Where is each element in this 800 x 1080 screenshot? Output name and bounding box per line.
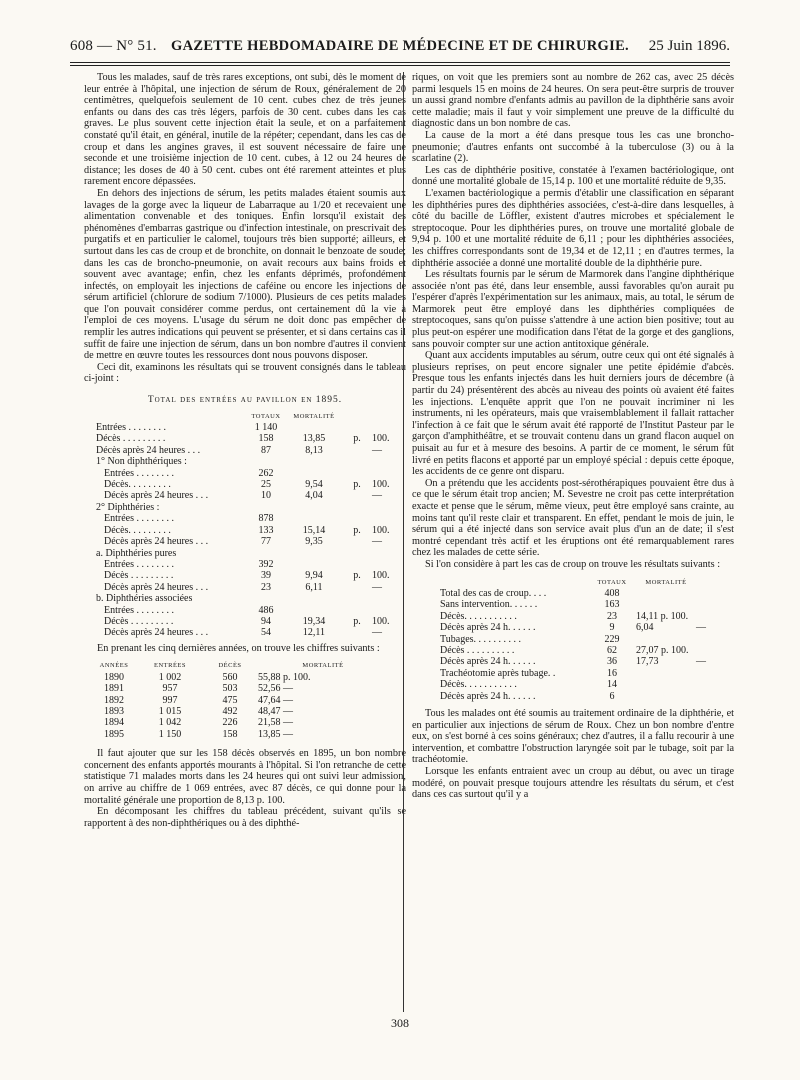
table-cell-mortality: 9,94 (305, 570, 323, 582)
header-issue: 608 — N° 51. (70, 38, 157, 54)
table-cell-mortality (286, 605, 342, 616)
right-column (412, 72, 734, 801)
table-cell-year: 1892 (104, 694, 124, 706)
table-cell-entries: 1 150 (158, 728, 182, 740)
table-cell-mortality: 21,58 — (258, 717, 293, 729)
table-cell-mortality: 19,34 (302, 615, 326, 627)
left-column (84, 72, 406, 829)
table-cell-deaths: 226 (222, 717, 238, 729)
table-cell-unit (342, 456, 372, 467)
header-rule (70, 62, 730, 63)
table-header: TOTAUX (597, 578, 627, 586)
table-cell-mortality: 47,64 — (258, 694, 293, 706)
table-row-label: Décès. . . . . . . . . (104, 479, 171, 491)
table-cell-deaths: 475 (222, 694, 238, 706)
table-cell-total (246, 548, 286, 559)
table-cell-suffix (372, 548, 402, 559)
paragraph: Il faut ajouter que sur les 158 décès observés en 1895, un bon nombre concernent des enfants apportés mourants à l'hôpital. Si l'on retranche de cette statistique 71 malades morts dans les 24 heures qui ont suivi leur admission, on arrive au chiffre de 1 069 entrées, avec 87 décès, ce qui donne pour la mortalité générale une proportion de 8,13 p. 100. (84, 748, 406, 806)
table-cell-mortality: 17,73 (636, 656, 659, 668)
table-cell-total (246, 502, 286, 513)
table-row-label: Décès . . . . . . . . . (104, 570, 174, 582)
table-cell-unit (342, 582, 372, 593)
table-row-label: Entrées . . . . . . . . (104, 467, 174, 479)
table-cell-suffix: 100. (372, 524, 390, 536)
croup-table (440, 577, 734, 702)
table-cell-deaths: 158 (222, 728, 238, 740)
table-row-label: Décès. . . . . . . . . (104, 524, 171, 536)
table-row-label: Décès . . . . . . . . . (96, 433, 166, 445)
table-cell-suffix (372, 456, 402, 467)
table-cell-mortality: 14,11 p. 100. (636, 610, 689, 622)
table-cell-mortality: 8,13 (305, 444, 323, 456)
table-row-label: Entrées . . . . . . . . (104, 604, 174, 616)
table-cell-unit (342, 502, 372, 513)
table-cell-mortality (286, 456, 342, 467)
table-cell-suffix (696, 691, 726, 702)
table-cell-mortality: 13,85 (302, 433, 326, 445)
table-cell-total: 262 (258, 467, 274, 479)
table-cell-suffix (696, 588, 726, 599)
table-header: MORTALITÉ (302, 662, 344, 670)
table-cell-total: 25 (261, 479, 271, 491)
table-header: ENTRÉES (153, 662, 187, 670)
paragraph: L'examen bactériologique a permis d'établir une classification en séparant les diphthéries pures des diphthéries associées, c'est-à-dire dans lesquelles, à côté du bacille de Löffler, existent d'autres microbes et spécialement le streptocoque. Pour les diphthéries pures, on trouve une mortalité globale de 9,94 p. 100 et une mortalité réduite de 6,11 ; pour les diphthéries associées, les chiffres correspondants sont de 19,34 et de 12,11 ; en d'autres termes, la diphthérie associée a donné une mortalité double de la diphthérie pure. (412, 187, 734, 269)
table-cell-suffix (372, 559, 402, 570)
table-cell-entries: 997 (162, 694, 178, 706)
table-cell-unit: p. (353, 570, 361, 582)
table-cell-total: 77 (261, 536, 271, 548)
table-row-label: Décès après 24 heures . . . (104, 536, 209, 548)
table-header: ANNÉES (99, 662, 129, 670)
table-cell-suffix: — (372, 536, 382, 548)
table-cell-suffix: — (372, 490, 382, 502)
admissions-table (96, 411, 406, 639)
header-journal-title: GAZETTE HEBDOMADAIRE DE MÉDECINE ET DE CHIRURGIE. (171, 38, 629, 54)
table-cell-total: 10 (261, 490, 271, 502)
paragraph: Tous les malades ont été soumis au traitement ordinaire de la diphthérie, et en particulier aux injections de sérum de Roux. Chez un bon nombre d'entre eux, on s'est borné à ces soins généraux; chez d'autres, il a fallu recourir à une intervention, et combattre l'obstruction laryngée soit par le tubage, soit par la trachéotomie. (412, 708, 734, 766)
table-row-label: Décès après 24 heures . . . (104, 490, 209, 502)
table-row-label: Total des cas de croup. . . . (440, 587, 547, 599)
paragraph: Quant aux accidents imputables au sérum, outre ceux qui ont été signalés à plusieurs reprises, on peut encore signaler une petite épidémie d'abcès. Presque tous les enfants injectés dans les huit derniers jours de décembre (à partir du 24) présentèrent des abcès au niveau des points où avaient été faites les injections. L'enquête apprit que l'on ne pouvait incriminer ni les instruments, ni les opérateurs, mais que vraisemblablement il fallait rattacher l'infection à ce fait que le sérum avait été rapporté de l'Institut Pasteur par le garçon d'amphithéâtre, et se trouvait contenu dans un grand flacon auquel on puisait au fur et à mesure des besoins. A partir de ce moment, le sérum fût livré en petits flacons et apporté par un employé spécial : depuis cette époque, les accidents de ce genre ont disparu. (412, 350, 734, 478)
table-cell-mortality: 9,35 (305, 536, 323, 548)
table-cell-unit (342, 513, 372, 524)
paragraph: Ceci dit, examinons les résultats qui se trouvent consignés dans le tableau ci-joint : (84, 361, 406, 385)
table-cell-mortality (636, 679, 696, 690)
header-rule-double (70, 65, 730, 66)
table-cell-mortality: 27,07 p. 100. (636, 644, 689, 656)
table-cell-entries: 1 015 (158, 705, 182, 717)
table-cell-total: 62 (607, 644, 617, 656)
table-cell-unit: p. (353, 479, 361, 491)
table-cell-suffix: — (696, 656, 706, 668)
table-cell-mortality: 15,14 (302, 524, 326, 536)
table-cell-suffix: 100. (372, 570, 390, 582)
table-cell-mortality: 12,11 (302, 627, 326, 639)
table-cell-total: 6 (609, 690, 615, 702)
table-cell-suffix: — (372, 627, 382, 639)
table-cell-deaths: 560 (222, 671, 238, 683)
table-cell-unit (342, 548, 372, 559)
table-cell-suffix (696, 611, 726, 622)
paragraph: Les cas de diphthérie positive, constatée à l'examen bactériologique, ont donné une mortalité globale de 15,14 p. 100 et une mortalité réduite de 9,35. (412, 164, 734, 188)
table-cell-suffix (696, 679, 726, 690)
table-cell-mortality (286, 593, 342, 604)
column-divider (403, 72, 404, 1012)
five-years-table (90, 660, 406, 740)
table-cell-total: 9 (609, 622, 615, 634)
table-row-label: Décès . . . . . . . . . . (440, 644, 515, 656)
paragraph: En prenant les cinq dernières années, on trouve les chiffres suivants : (97, 642, 380, 654)
table-row-label: Décès après 24 h. . . . . . (440, 656, 536, 668)
table-cell-suffix (696, 599, 726, 610)
running-header (70, 28, 730, 58)
table-cell-total: 229 (604, 633, 620, 645)
table-row-label: 1° Non diphthériques : (96, 456, 187, 468)
table-cell-year: 1895 (104, 728, 124, 740)
paragraph: Lorsque les enfants entraient avec un croup au début, ou avec un tirage modéré, on pouvait presque toujours attendre les résultats du sérum, et c'est dans ces cas surtout qu'il y a (412, 765, 734, 801)
table-header: DÉCÈS (218, 662, 242, 670)
paragraph: En dehors des injections de sérum, les petits malades étaient soumis aux lavages de la gorge avec la liqueur de Labarraque au 1/20 et recevaient une alimentation convenable et des toniques. Enfin lorsqu'il existait des phénomènes d'embarras gastrique ou d'infection intestinale, on prescrivait des purgatifs et en particulier le calomel, toujours très bien supporté; ailleurs, et surtout dans les cas de croup et de bronchite, on donnait le benzoate de soude; dans les cas de broncho-pneumonie, on avait recours aux bains froids et souvent avec avantage; enfin, chez les enfants déprimés, profondément infectés, on employait les injections de caféine ou encore les injections de sérum artificiel (chlorure de sodium 7/1000). Plusieurs de ces petits malades que l'on pouvait considérer comme perdus, ont certainement dû la vie à l'emploi de ces moyens. L'usage du sérum ne doit donc pas empêcher de remplir les autres indications qui peuvent se présenter, et si dans certains cas il suffit de faire une injection de sérum, dans un bon nombre d'autres il convient de mettre en œuvre toutes les ressources dont nous pouvons disposer. (84, 187, 406, 362)
table-cell-mortality: 6,04 (636, 622, 654, 634)
table-cell-mortality (636, 588, 696, 599)
table-cell-mortality: 13,85 — (258, 728, 293, 740)
table-cell-mortality: 55,88 p. 100. (258, 671, 311, 683)
table-cell-unit (342, 445, 372, 456)
table-cell-suffix: — (372, 581, 382, 593)
table-row-label: Décès. . . . . . . . . . . (440, 610, 517, 622)
table-cell-unit (342, 605, 372, 616)
table-row-label: Décès . . . . . . . . . (104, 615, 174, 627)
table-cell-total: 14 (607, 679, 617, 691)
table-cell-suffix (696, 668, 726, 679)
table-cell-mortality (286, 422, 342, 433)
table-cell-total: 486 (258, 604, 274, 616)
table-cell-total: 158 (258, 433, 274, 445)
table-cell-mortality (636, 599, 696, 610)
paragraph: On a prétendu que les accidents post-sérothérapiques pouvaient être dus à ce que le sérum était trop ancien; M. Sevestre ne croit pas cette interprétation exacte et pense que le sérum, même vieux, peut être employé sans crainte, au moins tant qu'il reste clair et transparent. En effet, pendant le mois de juin, le sérum qui a été injecté dans son service avait plus d'un an de date; il s'est montré cependant très actif et les éruptions ont été remarquablement rares chez les malades de cette série. (412, 477, 734, 559)
paragraph: En décomposant les chiffres du tableau précédent, suivant qu'ils se rapportent à des non-diphthériques ou à des diphthé- (84, 806, 406, 829)
table-cell-unit (342, 468, 372, 479)
paragraph: Si l'on considère à part les cas de croup on trouve les résultats suivants : (425, 558, 721, 570)
paragraph: La cause de la mort a été dans presque tous les cas une broncho-pneumonie; d'autres enfants ont succombé à la tuberculose (3) ou à la scarlatine (2). (412, 129, 734, 165)
table-cell-year: 1894 (104, 717, 124, 729)
table-cell-suffix (372, 468, 402, 479)
table-cell-total: 39 (261, 570, 271, 582)
table-cell-mortality (286, 559, 342, 570)
paragraph: riques, on voit que les premiers sont au nombre de 262 cas, avec 25 décès parmi lesquels 15 en moins de 24 heures. On sera peut-être surpris de trouver un aussi grand nombre d'enfants admis au pavillon de la diphthérie sans avoir cette maladie; mais il faut y voir simplement une preuve de la difficulté du diagnostic dans un bon nombre de cas. (412, 72, 734, 130)
table-cell-mortality: 4,04 (305, 490, 323, 502)
table-cell-mortality (286, 468, 342, 479)
table-row-label: Décès après 24 heures . . . (96, 444, 201, 456)
table-cell-unit (342, 627, 372, 638)
table-cell-mortality (636, 691, 696, 702)
table-cell-total: 1 140 (254, 422, 278, 434)
table-cell-suffix: — (372, 444, 382, 456)
table-cell-suffix: 100. (372, 615, 390, 627)
table-cell-suffix: — (696, 622, 706, 634)
table-row-label: Entrées . . . . . . . . (96, 422, 166, 434)
table-cell-total: 16 (607, 667, 617, 679)
table-cell-total: 87 (261, 444, 271, 456)
table-cell-unit: p. (353, 615, 361, 627)
table-cell-total: 133 (258, 524, 274, 536)
table-cell-mortality (636, 668, 696, 679)
table-cell-total: 23 (261, 581, 271, 593)
table-row-label: 2° Diphthéries : (96, 501, 160, 513)
table-cell-suffix (372, 605, 402, 616)
table-cell-mortality: 52,56 — (258, 683, 293, 695)
table-header: MORTALITÉ (293, 412, 335, 420)
table-cell-entries: 957 (162, 683, 178, 695)
table-cell-total: 94 (261, 615, 271, 627)
table-cell-total: 408 (604, 587, 620, 599)
table-cell-unit: p. (353, 433, 361, 445)
table-cell-unit (342, 559, 372, 570)
table-cell-mortality (286, 513, 342, 524)
table-cell-total: 23 (607, 610, 617, 622)
table-cell-unit: p. (353, 524, 361, 536)
table-cell-total: 36 (607, 656, 617, 668)
paragraph: Les résultats fournis par le sérum de Marmorek dans l'angine diphthérique associée n'ont pas été, dans leur ensemble, aussi favorables qu'on aurait pu l'espérer d'après l'expérimentation sur les animaux, mais, au total, le sérum de Marmorek peut être employé dans les diphthéries compliquées de streptocoques, sans qu'on puisse s'attendre à une action bien positive; tout au plus peut-on espérer une modification dans l'état de la gorge et des ganglions, sans pouvoir compter sur une action antitoxique générale. (412, 269, 734, 350)
table-cell-entries: 1 002 (158, 671, 182, 683)
table-cell-total (246, 456, 286, 467)
table-row-label: Entrées . . . . . . . . (104, 513, 174, 525)
table-row-label: Sans intervention. . . . . . (440, 599, 538, 611)
table-row-label: Trachéotomie après tubage. . (440, 667, 556, 679)
header-date: 25 Juin 1896. (648, 38, 730, 54)
table-caption: Total des entrées au pavillon en 1895. (147, 395, 343, 406)
table-row-label: b. Diphthéries associées (96, 593, 193, 605)
paragraph: Tous les malades, sauf de très rares exceptions, ont subi, dès le moment de leur entrée à l'hôpital, une injection de sérum de Roux, généralement de 20 centimètres, quelquefois seulement de 10 cent. cubes chez de très jeunes enfants ou dans des cas très légers, parfois de 30 cent. cubes dans les cas graves. Le plus souvent cette injection était la seule, et on a parfaitement constaté qu'il était, en général, inutile de la répéter; cependant, dans les cas de croup et dans les angines graves, il est souvent nécessaire de faire une seconde et une troisième injection de 10 cent. cubes, à 12 ou 24 heures de distance; les doses de 40 à 50 cent. cubes ont été rarement atteintes et plus rarement encore dépassées. (84, 72, 406, 188)
table-row-label: Décès après 24 h. . . . . . (440, 622, 536, 634)
table-cell-entries: 1 042 (158, 717, 182, 729)
table-cell-mortality (286, 548, 342, 559)
table-header: MORTALITÉ (645, 578, 687, 586)
table-cell-suffix (372, 593, 402, 604)
table-cell-total (246, 593, 286, 604)
table-row-label: a. Diphthéries pures (96, 547, 177, 559)
table-cell-total: 54 (261, 627, 271, 639)
table-cell-mortality (286, 502, 342, 513)
table-cell-suffix: 100. (372, 479, 390, 491)
page-number: 308 (391, 1016, 409, 1030)
table-cell-year: 1893 (104, 705, 124, 717)
table-cell-suffix (372, 513, 402, 524)
table-cell-unit (342, 422, 372, 433)
table-cell-suffix: 100. (372, 433, 390, 445)
table-row-label: Décès après 24 heures . . . (104, 581, 209, 593)
table-cell-suffix (696, 645, 726, 656)
table-cell-unit (342, 593, 372, 604)
table-cell-suffix (372, 502, 402, 513)
table-cell-mortality: 9,54 (305, 479, 323, 491)
table-cell-mortality: 48,47 — (258, 705, 293, 717)
table-cell-total: 163 (604, 599, 620, 611)
table-cell-year: 1890 (104, 671, 124, 683)
table-header: TOTAUX (251, 412, 281, 420)
table-cell-mortality: 6,11 (305, 581, 323, 593)
table-row-label: Entrées . . . . . . . . (104, 558, 174, 570)
table-cell-deaths: 492 (222, 705, 238, 717)
table-row-label: Tubages. . . . . . . . . . (440, 633, 522, 645)
table-row-label: Décès après 24 h. . . . . . (440, 690, 536, 702)
table-cell-suffix (372, 422, 402, 433)
table-row-label: Décès après 24 heures . . . (104, 627, 209, 639)
table-cell-total: 392 (258, 558, 274, 570)
table-cell-mortality (636, 634, 696, 645)
table-cell-total: 878 (258, 513, 274, 525)
table-cell-unit (342, 536, 372, 547)
table-cell-suffix (696, 634, 726, 645)
table-cell-year: 1891 (104, 683, 124, 695)
table-cell-unit (342, 490, 372, 501)
table-cell-deaths: 503 (222, 683, 238, 695)
table-row-label: Décès. . . . . . . . . . . (440, 679, 517, 691)
